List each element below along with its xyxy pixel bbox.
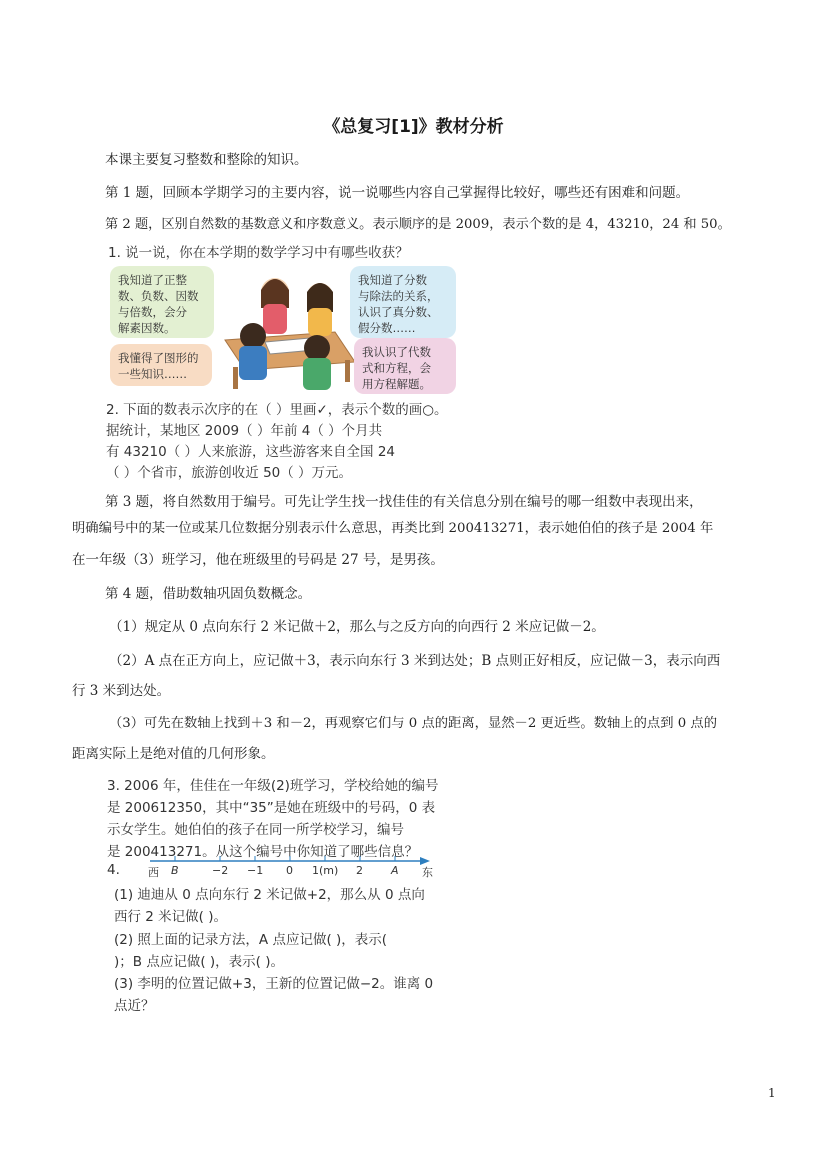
axis-label-west: 西 [148, 866, 159, 879]
axis-label-a: A [391, 864, 399, 877]
paragraph-q1: 第 1 题，回顾本学期学习的主要内容，说一说哪些内容自己掌握得比较好，哪些还有困难和问题。 [105, 185, 690, 201]
exercise4-line-2: 西行 2 米记做( )。 [114, 909, 227, 925]
paragraph-q2: 第 2 题，区别自然数的基数意义和序数意义。表示顺序的是 2009，表示个数的是 4，43210，24 和 50。 [105, 217, 731, 232]
speech-bubble-right-bottom [354, 338, 456, 394]
exercise4-line-5: (3) 李明的位置记做+3，王新的位置记做−2。谁离 0 [114, 976, 434, 992]
bubble-line: 我懂得了图形的 [118, 351, 199, 365]
paragraph-q4-part2-line2: 行 3 米到达处。 [72, 683, 171, 699]
speech-bubble-left-bottom [110, 344, 212, 386]
paragraph-q3-line3: 在一年级（3）班学习，他在班级里的号码是 27 号，是男孩。 [72, 552, 444, 568]
axis-label-1m: 1(m) [312, 864, 339, 877]
paragraph-q4: 第 4 题，借助数轴巩固负数概念。 [105, 586, 312, 602]
bubble-line: 与除法的关系， [358, 289, 439, 303]
exercise4-line-1: (1) 迪迪从 0 点向东行 2 米记做+2，那么从 0 点向 [114, 887, 425, 903]
axis-label-zero: 0 [286, 864, 293, 877]
bubble-line: 我认识了代数 [362, 345, 431, 359]
exercise4-line-4: )；B 点应记做( )，表示( )。 [114, 954, 284, 970]
paragraph-q3-line1: 第 3 题，将自然数用于编号。可先让学生找一找佳佳的有关信息分别在编号的哪一组数中表现出来， [105, 494, 703, 510]
axis-label-2: 2 [356, 864, 363, 877]
exercise2-line-1: 2. 下面的数表示次序的在（ ）里画✓，表示个数的画○。 [106, 402, 448, 418]
speech-bubble-left-top [110, 266, 214, 338]
bubble-line: 数、负数、因数 [118, 289, 199, 303]
exercise3-line-2: 是 200612350，其中“35”是她在班级中的号码，0 表 [107, 800, 436, 816]
bubble-line: 我知道了正整 [118, 273, 187, 287]
paragraph-q4-part1: （1）规定从 0 点向东行 2 米记做＋2，那么与之反方向的向西行 2 米应记做－2。 [109, 619, 605, 635]
exercise3-line-3: 示女学生。她伯伯的孩子在同一所学校学习，编号 [107, 822, 404, 838]
exercise2-line-4: （ ）个省市，旅游创收近 50（ ）万元。 [106, 465, 353, 481]
bubble-line: 一些知识…… [118, 367, 187, 381]
bubble-line: 假分数…… [358, 321, 416, 335]
bubble-line: 解素因数。 [118, 321, 176, 335]
axis-label-neg1: −1 [247, 864, 264, 877]
page-number: 1 [768, 1086, 776, 1100]
page-title: 《总复习[1]》教材分析 [323, 117, 504, 137]
number-line [140, 852, 440, 882]
exercise4-number: 4. [107, 862, 120, 878]
bubble-line: 与倍数，会分 [118, 305, 187, 319]
paragraph-q3-line2: 明确编号中的某一位或某几位数据分别表示什么意思，再类比到 200413271，表示她伯伯的孩子是 2004 年 [72, 521, 714, 536]
bubble-line: 认识了真分数、 [358, 305, 439, 319]
paragraph-intro: 本课主要复习整数和整除的知识。 [105, 152, 308, 168]
axis-label-east: 东 [422, 866, 433, 879]
bubble-line: 用方程解题。 [362, 377, 431, 391]
exercise1-question: 1. 说一说，你在本学期的数学学习中有哪些收获？ [108, 245, 409, 261]
speech-bubble-right-top [350, 266, 456, 338]
axis-label-b: B [171, 864, 179, 877]
bubble-line: 我知道了分数 [358, 273, 427, 287]
paragraph-q4-part3-line1: （3）可先在数轴上找到＋3 和－2，再观察它们与 0 点的距离，显然－2 更近些。数轴上的点到 0 点的 [109, 716, 717, 731]
paragraph-q4-part3-line2: 距离实际上是绝对值的几何形象。 [72, 746, 275, 762]
axis-label-neg2: −2 [212, 864, 229, 877]
exercise3-line-1: 3. 2006 年，佳佳在一年级(2)班学习，学校给她的编号 [107, 778, 439, 794]
exercise2-line-3: 有 43210（ ）人来旅游，这些游客来自全国 24 [106, 444, 395, 460]
bubble-line: 式和方程，会 [362, 361, 431, 375]
exercise4-line-3: (2) 照上面的记录方法，A 点应记做( )，表示( [114, 932, 388, 948]
exercise3-line-4: 是 200413271。从这个编号中你知道了哪些信息？ [107, 844, 419, 860]
exercise2-line-2: 据统计，某地区 2009（ ）年前 4（ ）个月共 [106, 423, 383, 439]
paragraph-q4-part2-line1: （2）A 点在正方向上，应记做＋3，表示向东行 3 米到达处；B 点则正好相反，应记做－3，表示向西 [109, 653, 721, 669]
exercise4-line-6: 点近？ [114, 998, 155, 1014]
